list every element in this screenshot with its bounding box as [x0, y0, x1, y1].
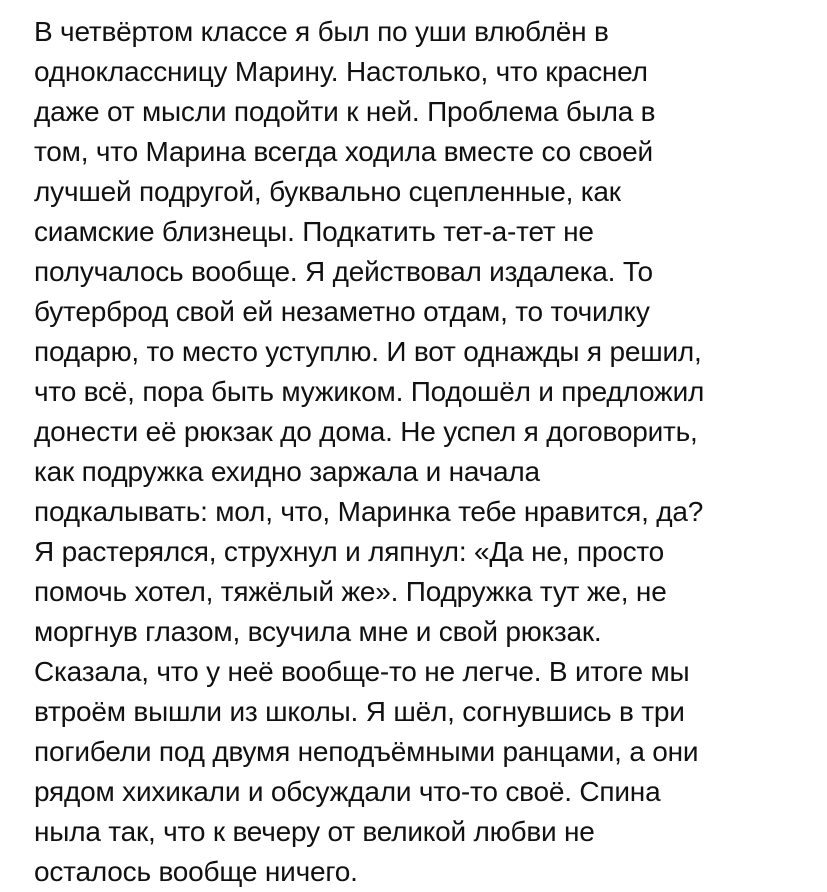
text-line: сиамские близнецы. Подкатить тет-а-тет не	[34, 216, 594, 247]
text-line: Я растерялся, струхнул и ляпнул: «Да не, просто	[34, 536, 665, 567]
text-line: том, что Марина всегда ходила вместе со своей	[34, 136, 653, 167]
text-line: рядом хихикали и обсуждали что-то своё. Спина	[34, 776, 661, 807]
text-line: лучшей подругой, буквально сцепленные, как	[34, 176, 621, 207]
text-line: Сказала, что у неё вообще-то не легче. В итоге мы	[34, 656, 690, 687]
text-line: как подружка ехидно заржала и начала	[34, 456, 540, 487]
text-line: В четвёртом классе я был по уши влюблён в	[34, 16, 609, 47]
text-line: моргнув глазом, всучила мне и свой рюкзак.	[34, 616, 602, 647]
text-line: получалось вообще. Я действовал издалека. То	[34, 256, 653, 287]
text-line: осталось вообще ничего.	[34, 856, 358, 887]
text-line: подкалывать: мол, что, Маринка тебе нравится, да?	[34, 496, 704, 527]
text-line: бутерброд свой ей незаметно отдам, то точилку	[34, 296, 650, 327]
text-line: даже от мысли подойти к ней. Проблема была в	[34, 96, 656, 127]
text-line: что всё, пора быть мужиком. Подошёл и предложил	[34, 376, 705, 407]
text-line: донести её рюкзак до дома. Не успел я договорить,	[34, 416, 698, 447]
text-line: подарю, то место уступлю. И вот однажды я решил,	[34, 336, 702, 367]
text-line: втроём вышли из школы. Я шёл, согнувшись в три	[34, 696, 685, 727]
text-line: погибели под двумя неподъёмными ранцами, а они	[34, 736, 699, 767]
text-line: одноклассницу Марину. Настолько, что краснел	[34, 56, 648, 87]
text-line: ныла так, что к вечеру от великой любви не	[34, 816, 595, 847]
text-line: помочь хотел, тяжёлый же». Подружка тут же, не	[34, 576, 667, 607]
story-text	[34, 12, 824, 892]
